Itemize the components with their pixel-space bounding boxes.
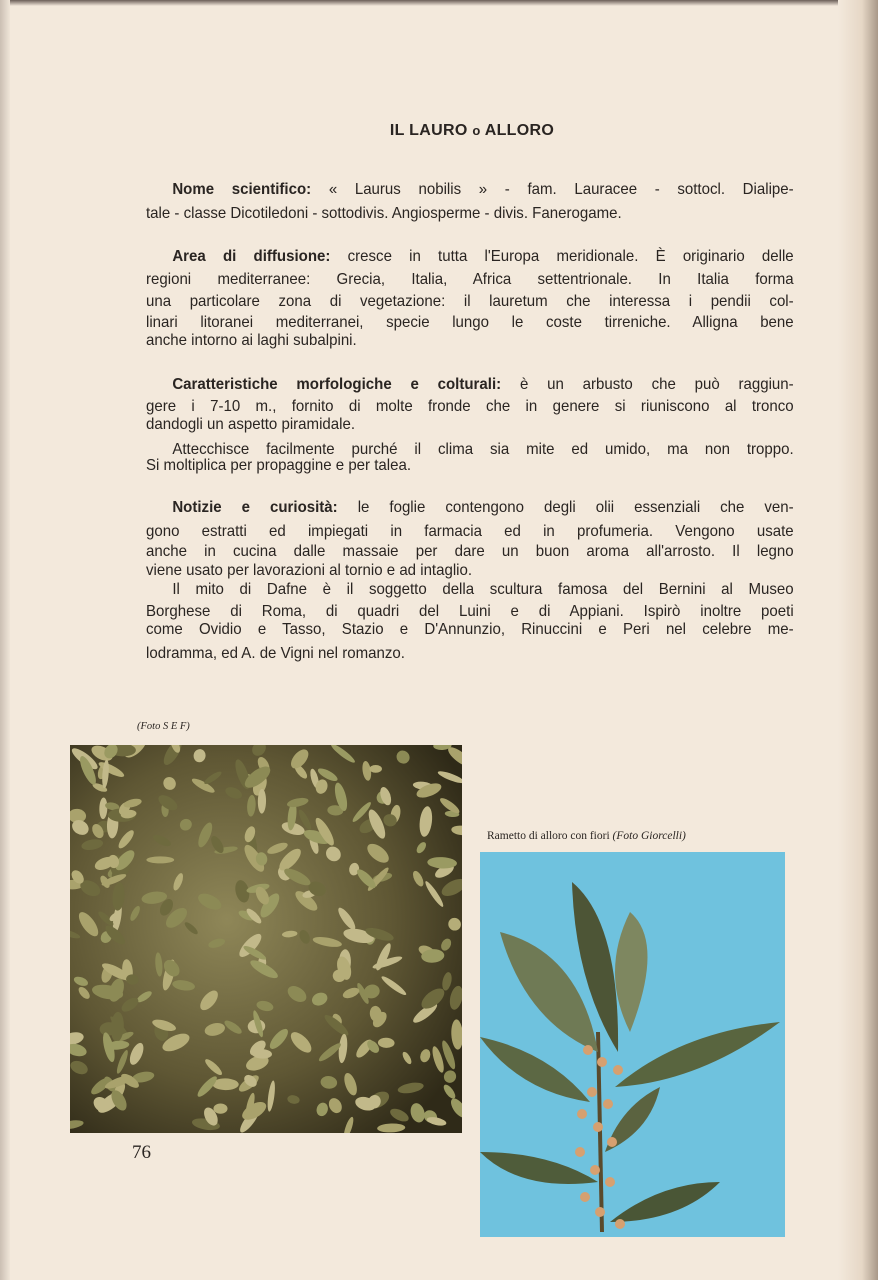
p2-line-2: regioni mediterranee: Grecia, Italia, Africa settentrionale. In Italia forma bbox=[146, 271, 794, 288]
page-binding-shadow bbox=[838, 0, 878, 1280]
flower-bud bbox=[587, 1087, 597, 1097]
p3-line-5: Si moltiplica per propaggine e per talea. bbox=[146, 457, 412, 474]
right-caption-credit: (Foto Giorcelli) bbox=[612, 830, 686, 842]
p3-text: è un arbusto che può raggiun- bbox=[519, 376, 794, 393]
p3-line-3: dandogli un aspetto piramidale. bbox=[146, 416, 356, 433]
p3-line-2: gere i 7-10 m., fornito di molte fronde che in genere si riuniscono al tronco bbox=[146, 398, 794, 415]
p1-text: « Laurus nobilis » - fam. Lauracee - sottocl. Dialipe- bbox=[328, 181, 794, 198]
p4-line-2: gono estratti ed impiegati in farmacia ed in profumeria. Vengono usate bbox=[146, 523, 794, 540]
flower-bud bbox=[580, 1192, 590, 1202]
flower-bud bbox=[605, 1177, 615, 1187]
p4-heading: Notizie e curiosità: bbox=[172, 499, 338, 516]
laurel-sprig-photo bbox=[480, 852, 785, 1237]
p4-line-4: viene usato per lavorazioni al tornio e ad intaglio. bbox=[146, 562, 473, 579]
page-number: 76 bbox=[132, 1142, 151, 1163]
page-top-edge bbox=[0, 0, 878, 6]
flower-bud bbox=[607, 1137, 617, 1147]
p3-line-4: Attecchisce facilmente purché il clima sia mite ed umido, ma non troppo. bbox=[172, 441, 794, 458]
p4-text: le foglie contengono degli olii essenziali che ven- bbox=[357, 499, 794, 516]
laurel-bush-image bbox=[70, 745, 462, 1133]
p1-line-2: tale - classe Dicotiledoni - sottodivis. Angiosperme - divis. Fanerogame. bbox=[146, 205, 622, 222]
left-photo-caption: (Foto S E F) bbox=[137, 721, 190, 732]
flower-bud bbox=[583, 1045, 593, 1055]
flower-bud bbox=[615, 1219, 625, 1229]
p2-line-4: linari litoranei mediterranei, specie lungo le coste tirreniche. Alligna bene bbox=[146, 314, 794, 331]
flower-bud bbox=[613, 1065, 623, 1075]
right-caption-text: Rametto di alloro con fiori bbox=[487, 830, 610, 842]
p2-line-5: anche intorno ai laghi subalpini. bbox=[146, 332, 357, 349]
flower-bud bbox=[595, 1207, 605, 1217]
page-left-edge bbox=[0, 0, 10, 1280]
p4-line-8: lodramma, ed A. de Vigni nel romanzo. bbox=[146, 645, 405, 662]
flower-bud bbox=[577, 1109, 587, 1119]
title-conj: o bbox=[472, 123, 481, 138]
p2-line-3: una particolare zona di vegetazione: il lauretum che interessa i pendii col- bbox=[146, 293, 794, 310]
p2-line-1 bbox=[146, 247, 794, 267]
page-title bbox=[0, 122, 878, 140]
p4-line-3: anche in cucina dalle massaie per dare un buon aroma all'arrosto. Il legno bbox=[146, 543, 794, 560]
p3-line-1 bbox=[146, 375, 794, 395]
title-part2: ALLORO bbox=[484, 122, 555, 139]
title-part1: IL LAURO bbox=[389, 122, 468, 139]
leaf-mark bbox=[213, 1104, 227, 1114]
laurel-sprig-image bbox=[480, 852, 785, 1237]
leaf-mark bbox=[369, 765, 382, 773]
p1-line-1 bbox=[146, 180, 794, 200]
p4-line-5: Il mito di Dafne è il soggetto della scultura famosa del Bernini al Museo bbox=[172, 581, 794, 598]
p4-line-6: Borghese di Roma, di quadri del Luini e di Appiani. Ispirò inoltre poeti bbox=[146, 603, 794, 620]
p4-line-7: come Ovidio e Tasso, Stazio e D'Annunzio, Rinuccini e Peri nel celebre me- bbox=[146, 621, 794, 638]
p2-heading: Area di diffusione: bbox=[172, 248, 331, 265]
flower-bud bbox=[575, 1147, 585, 1157]
flower-bud bbox=[597, 1057, 607, 1067]
laurel-bush-photo bbox=[70, 745, 462, 1133]
right-photo-caption bbox=[487, 830, 686, 842]
p1-heading: Nome scientifico: bbox=[172, 181, 312, 198]
p2-text: cresce in tutta l'Europa meridionale. È originario delle bbox=[347, 248, 794, 265]
p3-heading: Caratteristiche morfologiche e colturali: bbox=[172, 376, 502, 393]
flower-bud bbox=[590, 1165, 600, 1175]
p4-line-1 bbox=[146, 498, 794, 518]
flower-bud bbox=[593, 1122, 603, 1132]
flower-bud bbox=[603, 1099, 613, 1109]
